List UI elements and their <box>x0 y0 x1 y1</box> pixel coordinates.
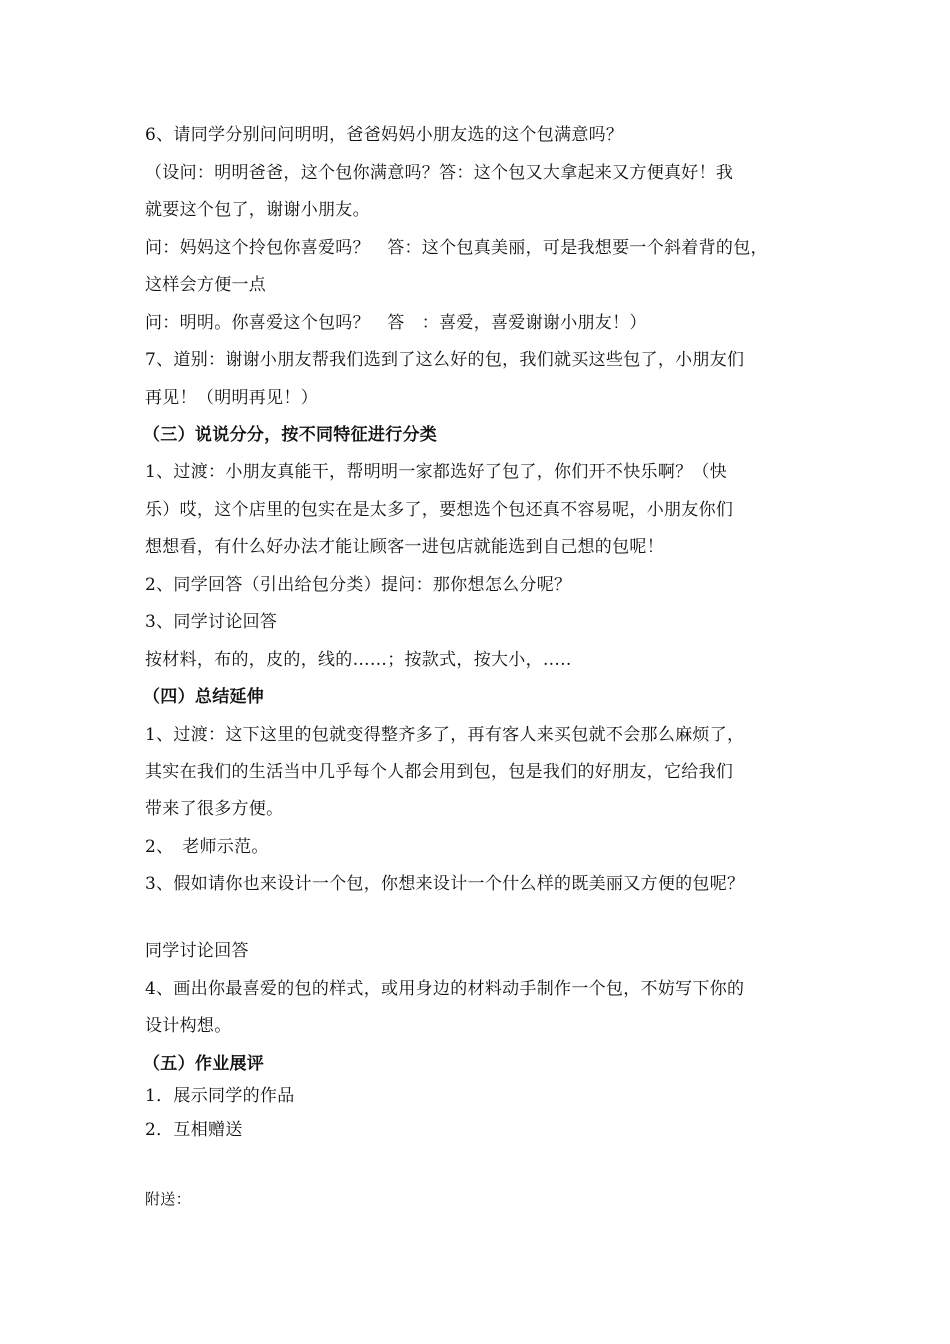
text-line: 2、 老师示范。 <box>145 837 269 857</box>
section-heading: （五）作业展评 <box>143 1054 265 1074</box>
text-line: 1、过渡：小朋友真能干，帮明明一家都选好了包了，你们开不快乐啊？（快 <box>145 462 728 482</box>
text-line: 问：明明。你喜爱这个包吗？ 答 ：喜爱，喜爱谢谢小朋友！） <box>145 313 647 333</box>
text-line: 1．展示同学的作品 <box>145 1086 295 1106</box>
text-line: 带来了很多方便。 <box>145 799 284 819</box>
text-line: 乐）哎，这个店里的包实在是太多了，要想选个包还真不容易呢，小朋友你们 <box>145 500 734 520</box>
text-line: 6、请同学分别问问明明，爸爸妈妈小朋友选的这个包满意吗？ <box>145 125 624 145</box>
text-line: 3、假如请你也来设计一个包，你想来设计一个什么样的既美丽又方便的包呢？ <box>145 874 745 894</box>
text-line: 按材料，布的，皮的，线的……；按款式，按大小，….. <box>145 650 572 670</box>
text-line: 同学讨论回答 <box>145 941 249 961</box>
section-heading: （四）总结延伸 <box>143 687 265 707</box>
text-line: 再见！（明明再见！） <box>145 388 318 408</box>
text-line: 1、过渡：这下这里的包就变得整齐多了，再有客人来买包就不会那么麻烦了， <box>145 725 745 745</box>
text-line: 其实在我们的生活当中几乎每个人都会用到包，包是我们的好朋友，它给我们 <box>145 762 734 782</box>
text-line: 设计构想。 <box>145 1016 232 1036</box>
text-line: （设问：明明爸爸，这个包你满意吗？答：这个包又大拿起来又方便真好！我 <box>145 163 734 183</box>
text-line: 问：妈妈这个拎包你喜爱吗？ 答：这个包真美丽，可是我想要一个斜着背的包， <box>145 238 768 258</box>
section-heading: （三）说说分分，按不同特征进行分类 <box>143 425 438 445</box>
text-line: 3、同学讨论回答 <box>145 612 278 632</box>
text-line: 就要这个包了，谢谢小朋友。 <box>145 200 370 220</box>
text-line: 7、道别：谢谢小朋友帮我们选到了这么好的包，我们就买这些包了，小朋友们 <box>145 350 745 370</box>
text-line: 这样会方便一点 <box>145 275 267 295</box>
text-line: 附送： <box>145 1190 191 1208</box>
text-line: 4、画出你最喜爱的包的样式，或用身边的材料动手制作一个包，不妨写下你的 <box>145 979 745 999</box>
text-line: 2、同学回答（引出给包分类）提问：那你想怎么分呢？ <box>145 575 572 595</box>
text-line: 2．互相赠送 <box>145 1120 243 1140</box>
text-line: 想想看，有什么好办法才能让顾客一进包店就能选到自己想的包呢！ <box>145 537 664 557</box>
